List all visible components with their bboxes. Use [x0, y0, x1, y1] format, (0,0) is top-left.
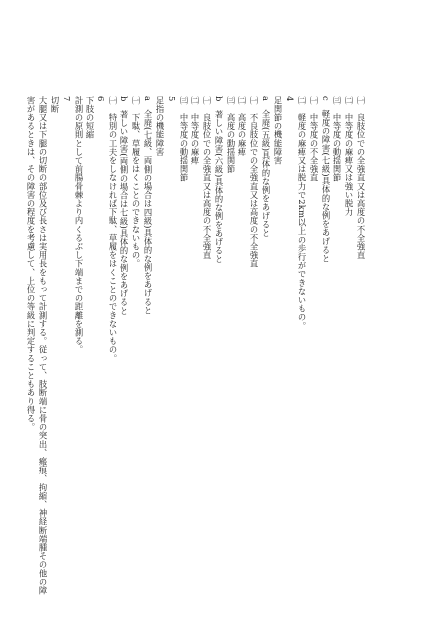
section-number: 7 — [62, 96, 72, 102]
text-column: ㈡ 軽度の麻痺又は脱力で2km以上の歩行ができないもの。 — [297, 96, 307, 331]
section-number: 4 — [285, 96, 295, 102]
text-column: a 全廃(七級、両側の場合は四級)具体的な例をあげると — [143, 96, 153, 315]
text-column: 害があるときは、その障害の程度を考慮して、上位の等級に判定することもあり得る。 — [26, 96, 36, 432]
text-column: 計測の原則として前腸骨棘より内くるぶし下端までの距離を測る。 — [74, 96, 84, 354]
text-column: ㈠ 特別の工夫をしなければ下駄、草履をはくことのできないもの。 — [108, 96, 118, 363]
text-column: ㈢ 中等度の動揺関節 — [332, 96, 342, 182]
text-column: ㈠ 良肢位での全強直又は高度の不全強直 — [202, 96, 212, 260]
text-column: c 軽度の障害(七級)具体的な例をあげると — [321, 96, 331, 263]
text-column: ㈡ 中等度の麻痺 — [190, 96, 200, 165]
text-column: ㈡ 中等度の麻痺又は強い脱力 — [344, 96, 354, 217]
text-column: ㈠ 下駄、草履をはくことのできないもの。 — [131, 96, 141, 268]
section-heading: 下肢の短縮 — [85, 96, 95, 139]
section-heading: 切断 — [50, 96, 60, 114]
section-heading: 足関節の機能障害 — [273, 96, 283, 165]
text-column: ㈠ 中等度の不全強直 — [309, 96, 319, 182]
section-number: 5 — [167, 96, 177, 102]
text-column: ㈡ 高度の麻痺 — [237, 96, 247, 157]
text-column: b 著しい障害(両側の場合は七級)具体的な例をあげると — [119, 96, 129, 316]
text-column: 大腿又は下腿の切断の部位及び長さは実用長をもって計測する。従って、肢断端に骨の突出、瘢痕、拘縮、神経断端腫その他の障 — [38, 96, 48, 595]
text-column: ㈠ 不良肢位での全強直又は高度の不全強直 — [249, 96, 259, 268]
section-heading: 足指の機能障害 — [155, 96, 165, 157]
text-column: ㈠ 良肢位での全強直又は高度の不全強直 — [356, 96, 366, 260]
section-number: 6 — [96, 96, 106, 102]
text-column: b 著しい障害(六級)具体的な例をあげると — [214, 96, 224, 264]
text-column: a 全廃(五級)具体的な例をあげると — [261, 96, 271, 238]
text-column: ㈢ 中等度の動揺関節 — [179, 96, 189, 182]
text-column: ㈢ 高度の動揺関節 — [226, 96, 236, 174]
